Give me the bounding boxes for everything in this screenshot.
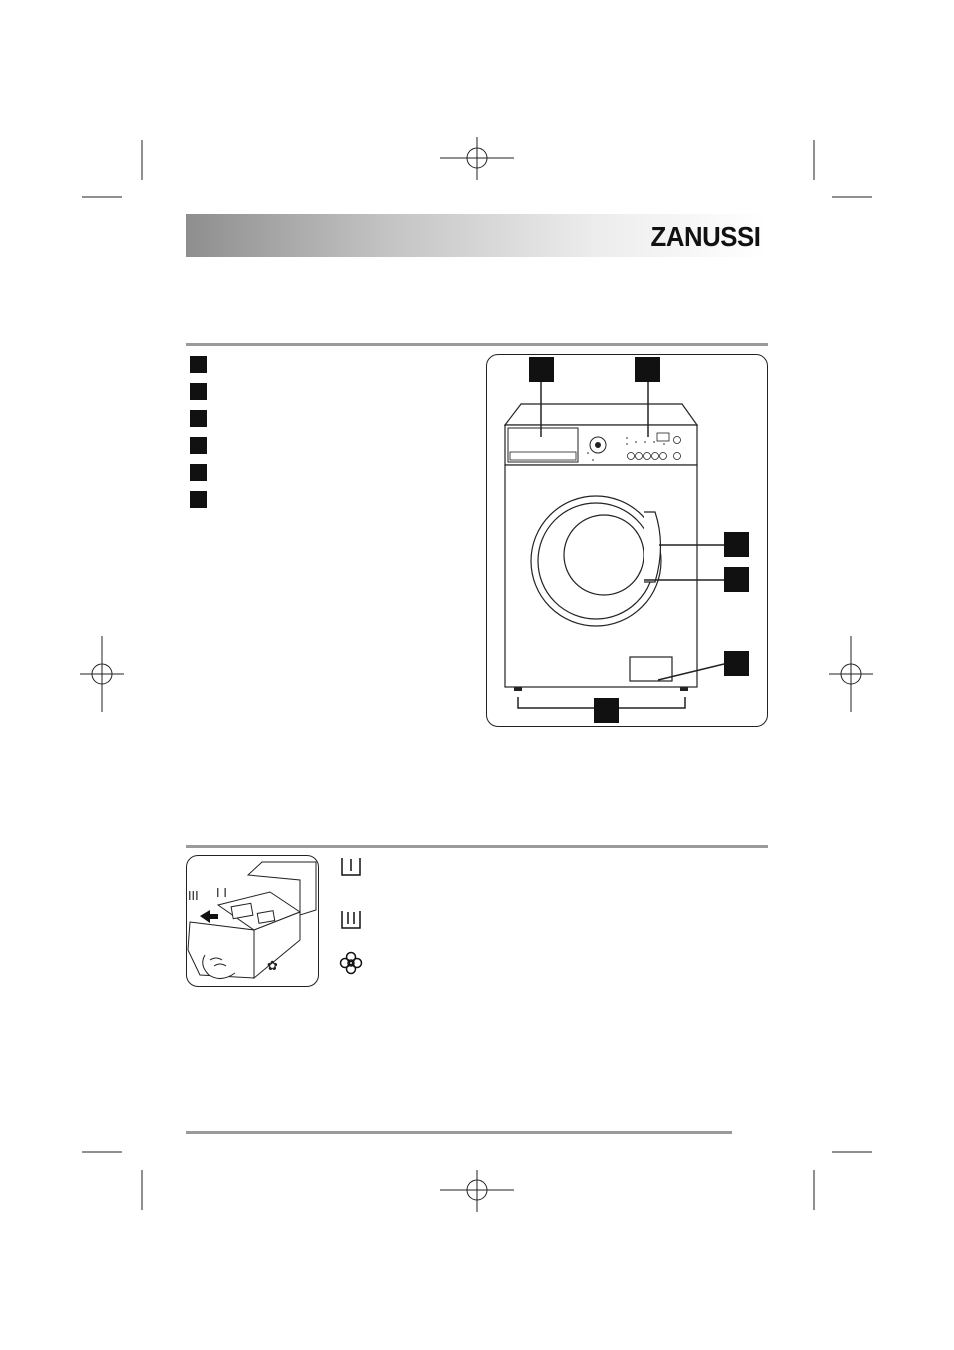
brand-logo: ZANUSSI [650,221,760,252]
wash-compartment-icon [342,911,360,928]
drawer-label-prewash: I I [216,886,227,900]
footer-rule [186,1131,732,1134]
prewash-compartment-icon [342,858,360,875]
softener-flower-icon [341,953,362,974]
drawer-softener-icon: ✿ [267,959,278,974]
drawer-label-main: III [188,889,199,903]
